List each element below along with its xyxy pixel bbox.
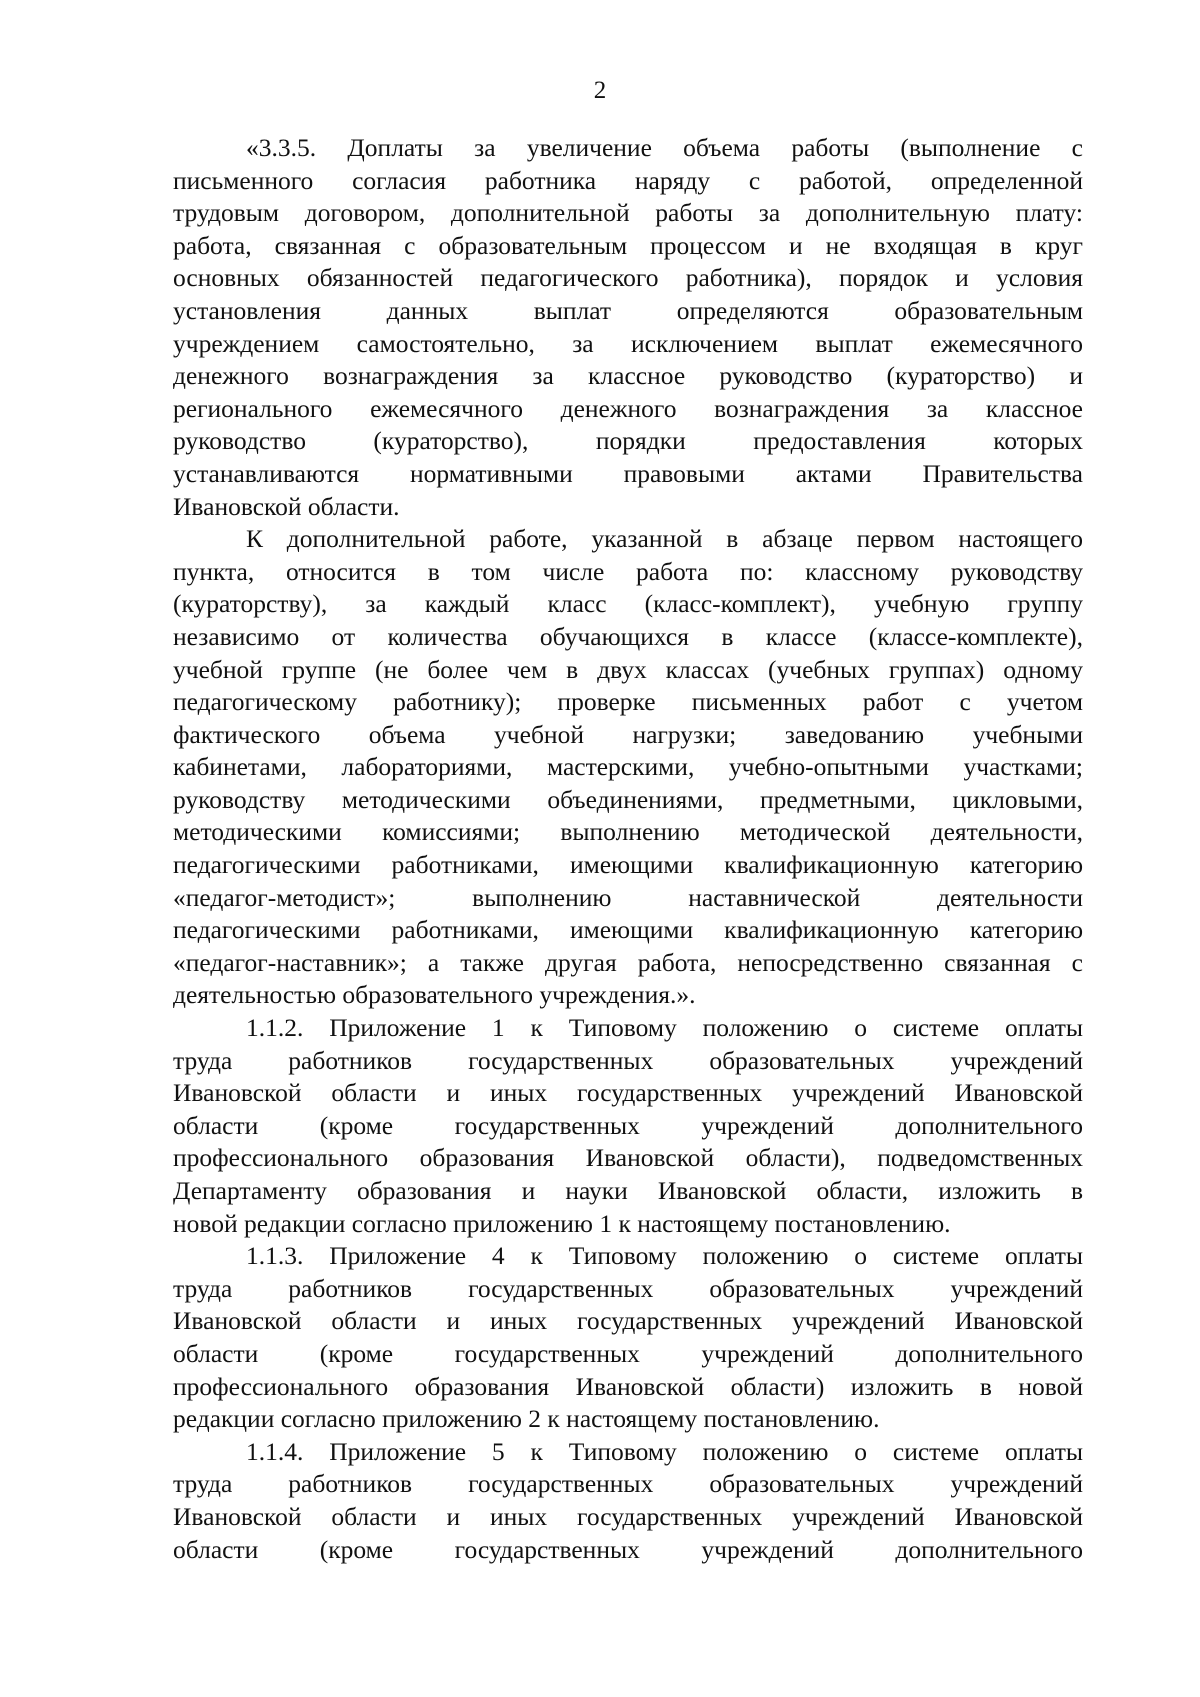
text-line: 1.1.4. Приложение 5 к Типовому положению о системе оплаты	[246, 1436, 1083, 1466]
text-line: независимо от количества обучающихся в классе (классе-комплекте),	[173, 621, 1083, 651]
document-body	[173, 132, 1083, 1566]
text-line: (кураторству), за каждый класс (класс-комплект), учебную группу	[173, 589, 1083, 619]
text-line: профессионального образования Ивановской области) изложить в новой	[173, 1371, 1083, 1401]
text-line: «3.3.5. Доплаты за увеличение объема работы (выполнение с	[246, 133, 1083, 162]
text-line: К дополнительной работе, указанной в абзаце первом настоящего	[246, 524, 1083, 554]
text-line: установления данных выплат определяются образовательным	[173, 295, 1083, 325]
text-line: «педагог-методист»; выполнению наставнической деятельности	[173, 882, 1083, 912]
text-line: основных обязанностей педагогического работника), порядок и условия	[173, 263, 1083, 293]
text-line: методическими комиссиями; выполнению методической деятельности,	[173, 817, 1083, 847]
text-line: педагогическому работнику); проверке письменных работ с учетом	[173, 687, 1083, 717]
text-line: «педагог-наставник»; а также другая работа, непосредственно связанная с	[173, 947, 1083, 977]
text-line: руководству методическими объединениями, предметными, цикловыми,	[173, 784, 1083, 814]
text-line: профессионального образования Ивановской области), подведомственных	[173, 1143, 1083, 1173]
text-line: педагогическими работниками, имеющими квалификационную категорию	[173, 850, 1083, 880]
paragraph-p-additional-work	[173, 523, 1083, 1012]
page-number: 2	[593, 77, 607, 104]
text-line: 1.1.3. Приложение 4 к Типовому положению о системе оплаты	[246, 1241, 1083, 1271]
text-line: педагогическими работниками, имеющими квалификационную категорию	[173, 915, 1083, 945]
text-line: фактического объема учебной нагрузки; заведованию учебными	[173, 719, 1083, 749]
text-line: работа, связанная с образовательным процессом и не входящая в круг	[173, 230, 1083, 260]
text-line: труда работников государственных образовательных учреждений	[173, 1273, 1083, 1303]
text-line: Департаменту образования и науки Ивановской области, изложить в	[173, 1176, 1083, 1205]
text-line: труда работников государственных образовательных учреждений	[173, 1045, 1083, 1075]
text-line: области (кроме государственных учреждений дополнительного	[173, 1338, 1083, 1368]
paragraph-p-1-1-4	[173, 1436, 1083, 1566]
text-line: Ивановской области и иных государственных учреждений Ивановской	[173, 1078, 1083, 1108]
text-line: регионального ежемесячного денежного вознаграждения за классное	[173, 393, 1083, 423]
text-line: Ивановской области.	[173, 491, 400, 521]
text-line: области (кроме государственных учреждений дополнительного	[173, 1110, 1083, 1140]
text-line: учебной группе (не более чем в двух классах (учебных группах) одному	[173, 654, 1083, 684]
text-line: новой редакции согласно приложению 1 к настоящему постановлению.	[173, 1208, 951, 1238]
text-line: труда работников государственных образовательных учреждений	[173, 1469, 1083, 1499]
text-line: пункта, относится в том числе работа по: классному руководству	[173, 556, 1083, 586]
text-line: трудовым договором, дополнительной работы за дополнительную плату:	[173, 198, 1083, 228]
paragraph-p-1-1-3	[173, 1240, 1083, 1436]
text-line: кабинетами, лабораториями, мастерскими, учебно-опытными участками;	[173, 752, 1083, 782]
text-line: области (кроме государственных учреждений дополнительного	[173, 1534, 1083, 1564]
text-line: письменного согласия работника наряду с работой, определенной	[173, 165, 1083, 195]
text-line: денежного вознаграждения за классное руководство (кураторство) и	[173, 361, 1083, 391]
paragraph-p-3-3-5	[173, 132, 1083, 523]
text-line: руководство (кураторство), порядки предоставления которых	[173, 426, 1083, 456]
paragraph-p-1-1-2	[173, 1012, 1083, 1240]
text-line: редакции согласно приложению 2 к настоящему постановлению.	[173, 1404, 880, 1434]
text-line: Ивановской области и иных государственных учреждений Ивановской	[173, 1501, 1083, 1531]
text-line: устанавливаются нормативными правовыми актами Правительства	[173, 458, 1083, 488]
text-line: 1.1.2. Приложение 1 к Типовому положению о системе оплаты	[246, 1013, 1083, 1043]
text-line: Ивановской области и иных государственных учреждений Ивановской	[173, 1306, 1083, 1336]
text-line: учреждением самостоятельно, за исключением выплат ежемесячного	[173, 328, 1083, 358]
text-line: деятельностью образовательного учреждения.».	[173, 980, 696, 1010]
